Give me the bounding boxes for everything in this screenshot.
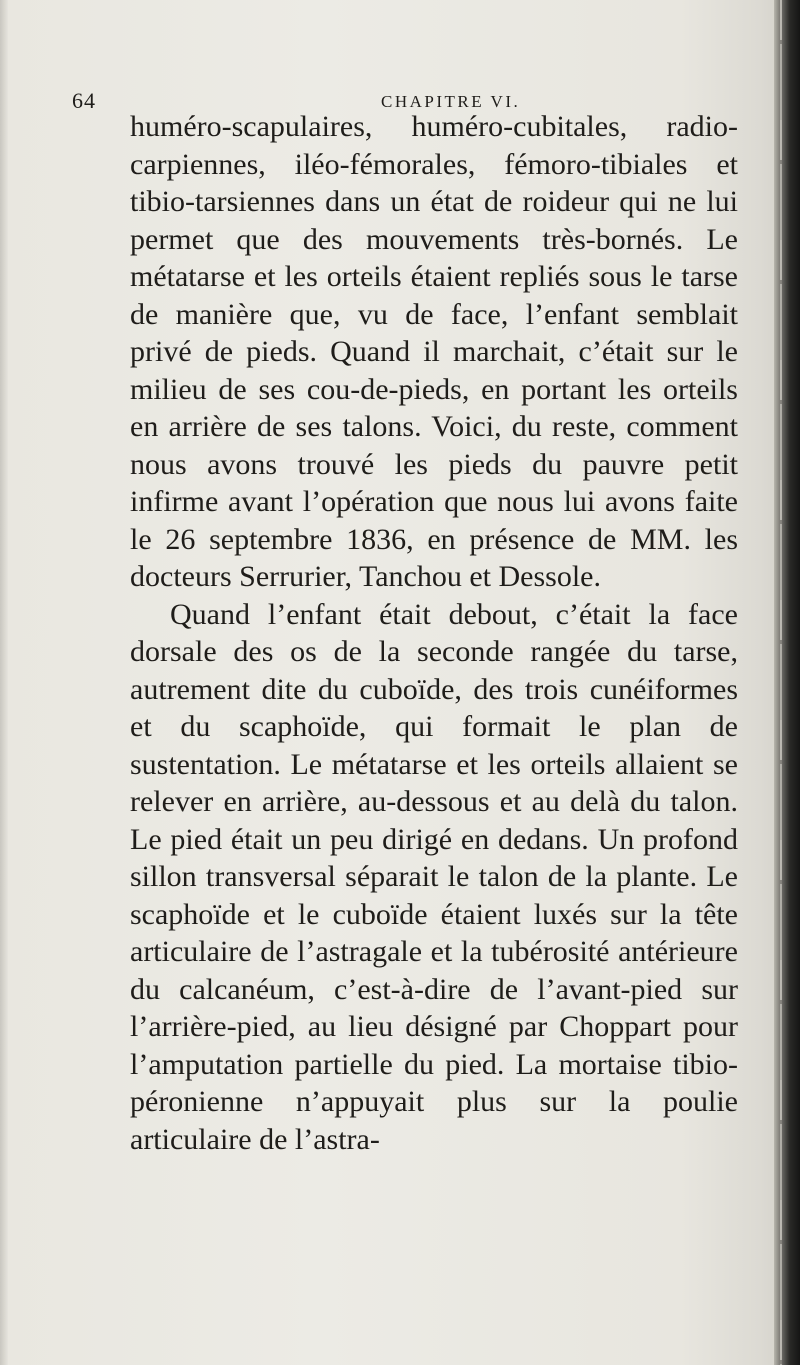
paragraph-continued: huméro-scapulaires, huméro-cubitales, radio-carpiennes, iléo-fémorales, fémoro-tibiales et tibio-tarsiennes dans un état de roideur qui ne lui permet que des mouvements très-bornés. Le métatarse et les orteils étaient repliés sous le tarse de manière que, vu de face, l’enfant semblait privé de pieds. Quand il marchait, c’était sur le milieu de ses cou-de-pieds, en portant les orteils en arrière de ses talons. Voici, du reste, comment nous avons trouvé les pieds du pauvre petit infirme avant l’opération que nous lui avons faite le 26 septembre 1836, en présence de MM. les docteurs Serrurier, Tanchou et Dessole. [130,110,738,593]
book-binding [774,0,800,1365]
paragraph: Quand l’enfant était debout, c’était la face dorsale des os de la seconde rangée du tarse, autrement dite du cuboïde, des trois cunéiformes et du scaphoïde, qui formait le plan de sustentation. Le métatarse et les orteils allaient se relever en arrière, au-dessous et au delà du talon. Le pied était un peu dirigé en dedans. Un profond sillon transversal séparait le talon de la plante. Le scaphoïde et le cuboïde étaient luxés sur la tête articulaire de l’astragale et la tubérosité antérieure du calcanéum, c’est-à-dire de l’avant-pied sur l’arrière-pied, au lieu désigné par Choppart pour l’amputation partielle du pied. La mortaise tibio-péronienne n’appuyait plus sur la poulie articulaire de l’astra- [130,597,738,1156]
page-left-edge [0,0,8,1365]
body-text [130,108,738,1158]
running-head: CHAPITRE VI. [381,92,521,111]
page-number: 64 [72,88,96,113]
